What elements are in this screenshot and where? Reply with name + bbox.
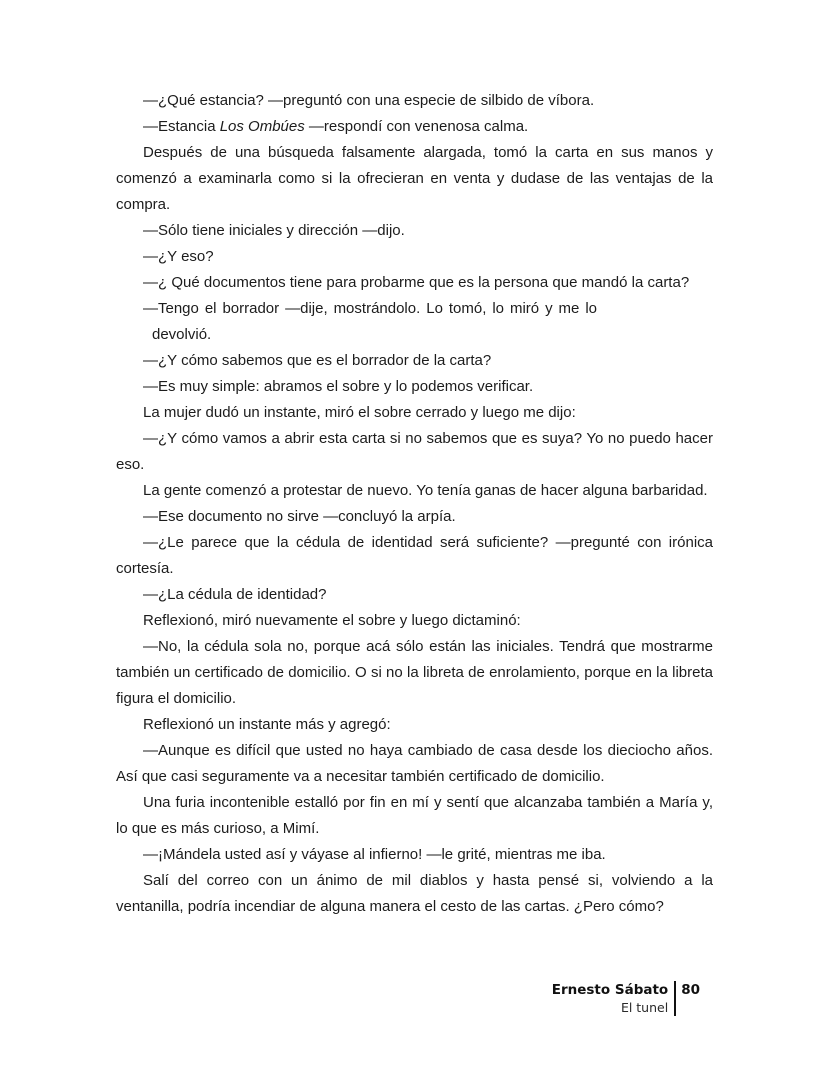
paragraph: —Sólo tiene iniciales y dirección —dijo.	[143, 222, 405, 239]
paragraph: Reflexionó, miró nuevamente el sobre y luego dictaminó:	[143, 612, 521, 629]
paragraph: —Es muy simple: abramos el sobre y lo podemos verificar.	[143, 378, 534, 395]
book-title: El tunel	[620, 1000, 669, 1015]
page-number: 80	[681, 982, 700, 998]
paragraph: —No, la cédula sola no, porque acá sólo están las iniciales. Tendrá que mostrarme también un certificado de domicilio. O si no la libreta de enrolamiento, porque en la libreta figura el domicilio.	[116, 638, 713, 707]
paragraph: Una furia incontenible estalló por fin en mí y sentí que alcanzaba también a María y, lo que es más curioso, a Mimí.	[116, 794, 713, 837]
paragraph: Después de una búsqueda falsamente alargada, tomó la carta en sus manos y comenzó a examinarla como si la ofrecieran en venta y dudase de las ventajas de la compra.	[116, 144, 713, 213]
paragraph: Reflexionó un instante más y agregó:	[143, 716, 391, 733]
paragraph: —¿La cédula de identidad?	[143, 586, 327, 603]
paragraph: —¿ Qué documentos tiene para probarme que es la persona que mandó la carta?	[143, 274, 690, 291]
paragraph: —¡Mándela usted así y váyase al infierno! —le grité, mientras me iba.	[143, 846, 606, 863]
footer-author-block	[552, 981, 674, 1016]
paragraph: —¿Le parece que la cédula de identidad será suficiente? —pregunté con irónica cortesía.	[116, 534, 713, 577]
paragraph-dialog-narrow: —Tengo el borrador —dije, mostrándolo. Lo tomó, lo miró y me lo devolvió.	[143, 300, 597, 343]
paragraph: —Estancia Los Ombúes —respondí con venenosa calma.	[143, 118, 529, 135]
paragraph: Salí del correo con un ánimo de mil diablos y hasta pensé si, volviendo a la ventanilla, podría incendiar de alguna manera el cesto de las cartas. ¿Pero cómo?	[116, 872, 713, 915]
paragraph: —Aunque es difícil que usted no haya cambiado de casa desde los dieciocho años. Así que casi seguramente va a necesitar también certificado de domicilio.	[116, 742, 713, 785]
paragraph: —¿Y cómo sabemos que es el borrador de la carta?	[143, 352, 492, 369]
author-name: Ernesto Sábato	[551, 982, 669, 998]
page-text	[116, 88, 713, 920]
paragraph: La gente comenzó a protestar de nuevo. Yo tenía ganas de hacer alguna barbaridad.	[143, 482, 708, 499]
paragraph: —Ese documento no sirve —concluyó la arpía.	[143, 508, 456, 525]
paragraph: La mujer dudó un instante, miró el sobre cerrado y luego me dijo:	[143, 404, 576, 421]
page-footer	[552, 981, 700, 1016]
paragraph: —¿Qué estancia? —preguntó con una especie de silbido de víbora.	[143, 92, 595, 109]
paragraph: —¿Y cómo vamos a abrir esta carta si no sabemos que es suya? Yo no puedo hacer eso.	[116, 430, 713, 473]
paragraph: —¿Y eso?	[143, 248, 214, 265]
